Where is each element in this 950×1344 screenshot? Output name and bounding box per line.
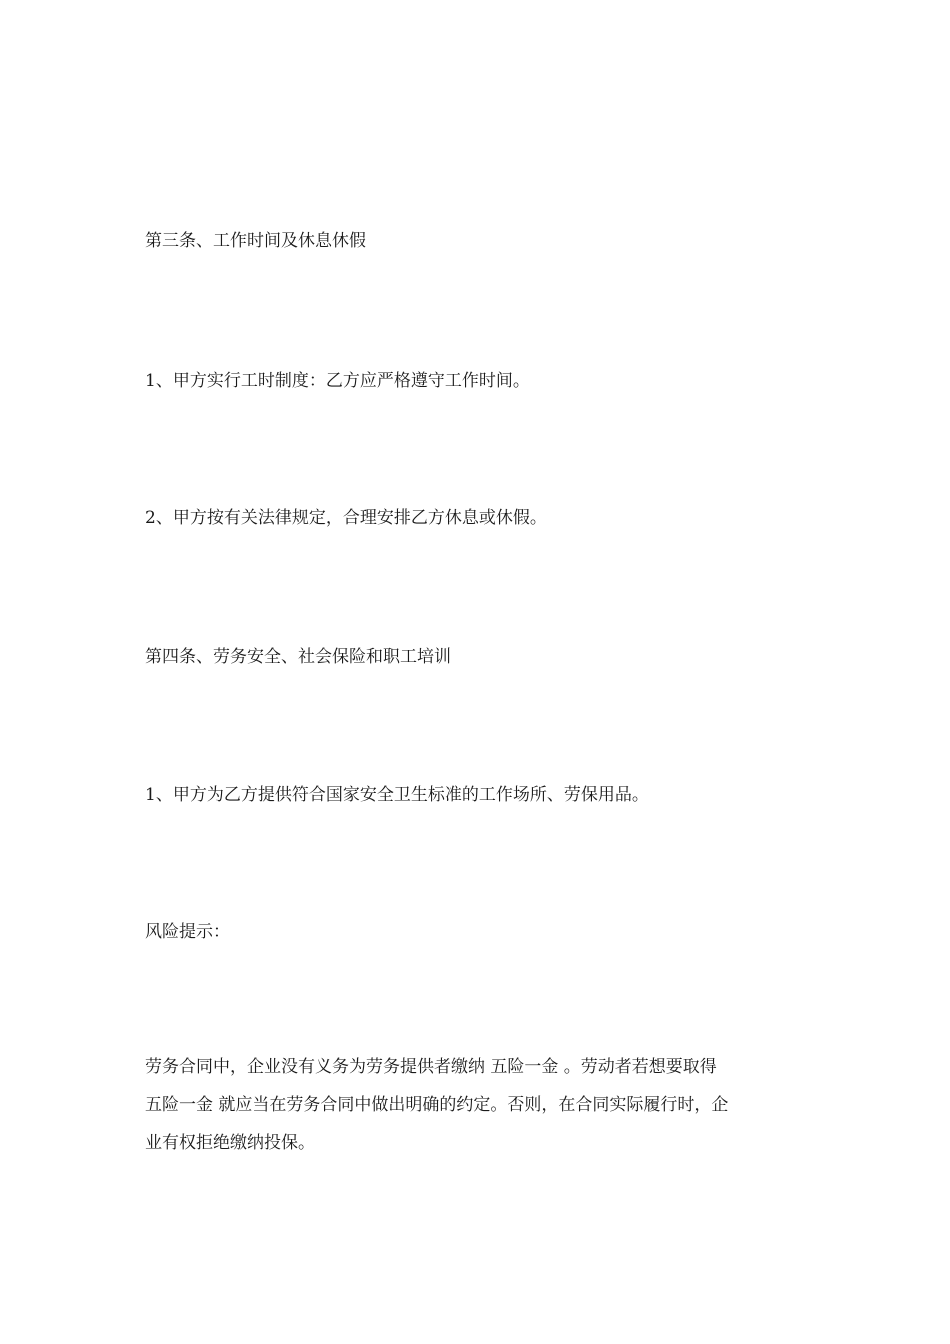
article-4-item-1: 1、甲方为乙方提供符合国家安全卫生标准的工作场所、劳保用品。 bbox=[145, 785, 649, 805]
article-3-item-2: 2、甲方按有关法律规定，合理安排乙方休息或休假。 bbox=[145, 508, 547, 528]
risk-text-line: 劳务合同中，企业没有义务为劳务提供者缴纳 五险一金 。劳动者若想要取得 bbox=[145, 1057, 717, 1077]
article-4-heading: 第四条、劳务安全、社会保险和职工培训 bbox=[145, 647, 451, 667]
article-3-heading: 第三条、工作时间及休息休假 bbox=[145, 231, 366, 251]
risk-text-line: 业有权拒绝缴纳投保。 bbox=[145, 1133, 315, 1153]
risk-heading: 风险提示： bbox=[145, 922, 230, 942]
article-3-item-1: 1、甲方实行工时制度：乙方应严格遵守工作时间。 bbox=[145, 371, 530, 391]
risk-text-line: 五险一金 就应当在劳务合同中做出明确的约定。否则，在合同实际履行时，企 bbox=[145, 1095, 729, 1115]
risk-text bbox=[145, 1048, 805, 1162]
